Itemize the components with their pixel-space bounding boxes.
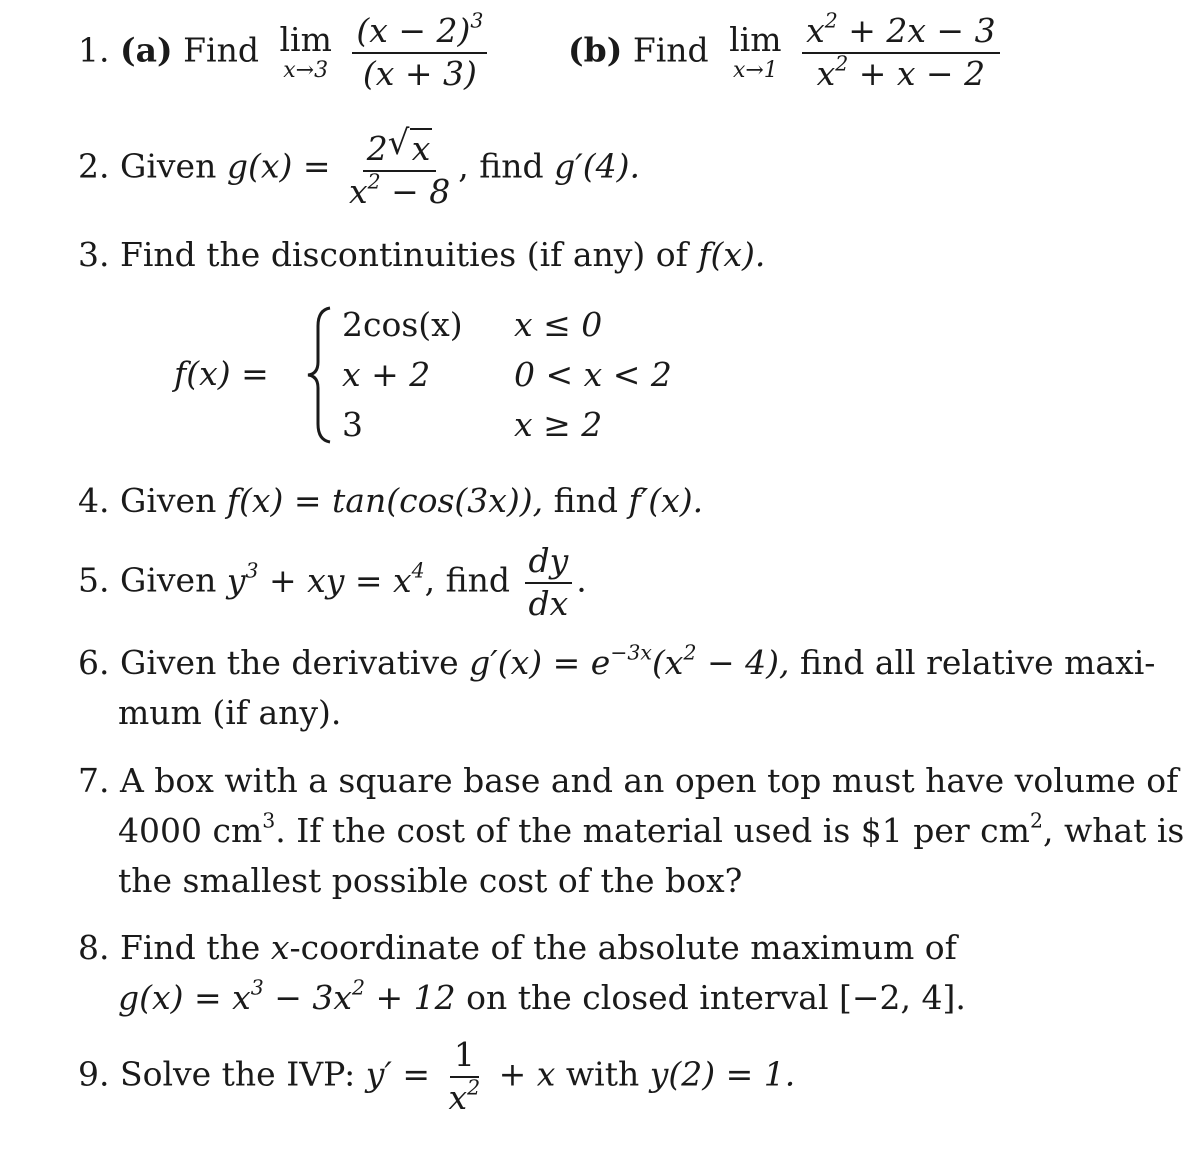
problem-lead: 6. Given the derivative: [78, 643, 459, 682]
problem-6: [78, 640, 1156, 682]
radicand: x: [411, 129, 431, 168]
text-part: on the closed interval [−2, 4].: [466, 978, 966, 1017]
exponent: 2: [824, 8, 838, 33]
function-lhs: g(x) =: [226, 146, 331, 186]
limit-fraction-a: [352, 8, 487, 93]
lim-word: lim: [729, 20, 782, 60]
denominator-term: x: [816, 53, 836, 93]
expression-part: (x: [651, 643, 684, 682]
part-b-label: (b): [568, 30, 623, 70]
exponent: 2: [352, 975, 366, 1000]
piece-cond-3: x ≥ 2: [514, 405, 603, 444]
exponent: −3x: [610, 640, 652, 665]
part-a-label: (a): [120, 30, 173, 70]
find-word: find: [553, 481, 618, 520]
exponent: 3: [470, 8, 484, 33]
function-name: f(x).: [698, 235, 766, 274]
exponent: 3: [250, 975, 264, 1000]
find-word: Find: [632, 30, 709, 70]
exponent: 2: [683, 640, 697, 665]
text-part: 4000 cm: [118, 811, 263, 850]
problem-lead: 5. Given: [78, 560, 217, 600]
expression-part: − 3x: [263, 978, 352, 1017]
piece-expr-1: 2cos(x): [342, 305, 463, 344]
exponent: 2: [467, 1075, 481, 1100]
problem-7-line-1: 7. A box with a square base and an open top must have volume of: [78, 761, 1179, 800]
variable-x: x: [270, 928, 290, 967]
limit-operator-b: [729, 20, 782, 84]
lim-subscript: x→1: [732, 58, 778, 84]
equation-middle: + xy = x: [258, 560, 412, 600]
fraction-denominator: (x + 3): [362, 53, 477, 93]
denominator-term: x: [348, 171, 368, 211]
with-word: with: [565, 1054, 640, 1094]
problem-number: 1.: [78, 30, 110, 70]
piecewise-lhs: f(x) =: [174, 354, 269, 393]
problem-3: [78, 235, 766, 274]
square-root: √ x: [387, 123, 431, 168]
problem-7-line-2: [118, 808, 1184, 850]
problem-7-line-3: the smallest possible cost of the box?: [118, 861, 743, 900]
lim-subscript: x→3: [283, 58, 329, 84]
problem-5: [78, 541, 587, 623]
exponent: 3: [245, 558, 259, 583]
problem-8-line-1: [78, 928, 957, 967]
given-word: Given: [120, 146, 217, 186]
derivative-target: f′(x).: [628, 481, 704, 520]
function-expression: f(x) = tan(cos(3x)),: [226, 481, 544, 520]
problem-text: 3. Find the discontinuities (if any) of: [78, 235, 688, 274]
problem-lead: 4. Given: [78, 481, 217, 520]
comma: ,: [458, 146, 469, 186]
period: .: [576, 560, 587, 600]
coefficient: 2: [366, 129, 388, 168]
problem-4: [78, 481, 704, 520]
piece-expr-3: 3: [342, 405, 363, 444]
lim-word: lim: [279, 20, 332, 60]
text-part: -coordinate of the absolute maximum of: [289, 928, 957, 967]
exponent: 2: [367, 169, 381, 194]
problem-9: [78, 1035, 796, 1117]
piece-cond-2: 0 < x < 2: [514, 355, 672, 394]
initial-condition: y(2) = 1.: [649, 1054, 796, 1094]
fraction-denominator: dx: [528, 583, 569, 623]
find-word: find: [479, 146, 544, 186]
text-part: . If the cost of the material used is $1 per cm: [275, 811, 1030, 850]
g-fraction: [345, 123, 454, 211]
expression-part: g(x) = x: [118, 978, 251, 1017]
ivp-fraction: [445, 1035, 485, 1117]
exponent: 2: [1029, 808, 1043, 833]
problem-text: find all relative maxi-: [799, 643, 1156, 682]
denominator-rest: − 8: [380, 171, 451, 211]
limit-fraction-b: [802, 8, 1000, 93]
denominator-term: x: [448, 1077, 468, 1117]
numerator-rest: + 2x − 3: [837, 11, 996, 50]
piece-expr-2: x + 2: [342, 355, 431, 394]
expression-part: + 12: [365, 978, 456, 1017]
denominator-rest: + x − 2: [848, 53, 986, 93]
problem-number: 2.: [78, 146, 110, 186]
plus-term: + x: [498, 1054, 556, 1094]
limit-operator-a: [279, 20, 332, 84]
dy-dx-fraction: [525, 541, 573, 623]
problem-8-line-2: [118, 975, 966, 1017]
find-word: , find: [424, 560, 511, 600]
derivative-target: g′(4).: [554, 146, 640, 186]
problem-lead: 9. Solve the IVP:: [78, 1054, 356, 1094]
variable-y: y: [226, 560, 246, 600]
equation-lhs: y′ =: [365, 1054, 430, 1094]
piece-cond-1: x ≤ 0: [514, 305, 603, 344]
fraction-numerator: dy: [525, 544, 573, 584]
exponent: 3: [262, 808, 276, 833]
exponent: 4: [411, 558, 425, 583]
problem-2: [78, 123, 640, 211]
problem-1: [78, 8, 491, 93]
exponent: 2: [835, 51, 849, 76]
find-word: Find: [183, 30, 259, 70]
left-brace: [306, 306, 334, 444]
expression-part: − 4),: [696, 643, 790, 682]
fraction-numerator: 1: [450, 1038, 479, 1078]
text-part: 8. Find the: [78, 928, 261, 967]
expression-part: g′(x) = e: [469, 643, 611, 682]
fraction-numerator: (x − 2): [356, 11, 471, 50]
problem-6-line-2: mum (if any).: [118, 693, 342, 732]
text-part: , what is: [1042, 811, 1184, 850]
problem-1b: [568, 8, 1004, 93]
numerator-term: x: [806, 11, 825, 50]
